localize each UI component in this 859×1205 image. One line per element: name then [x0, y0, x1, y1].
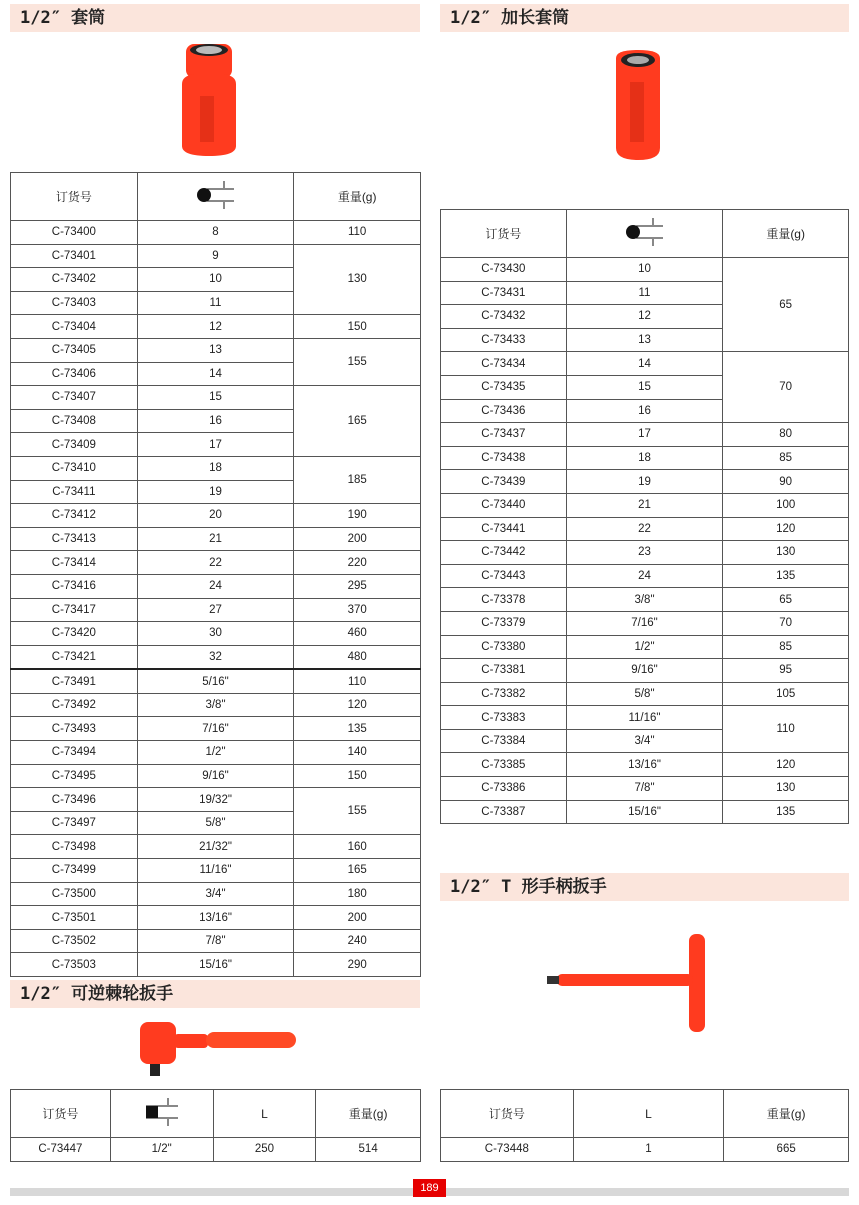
long-socket-image — [610, 48, 666, 166]
table-row — [11, 456, 421, 480]
size-cell: 22 — [566, 517, 723, 541]
header-weight: 重量(g) — [316, 1090, 421, 1138]
order-cell: C-73400 — [11, 221, 138, 245]
order-cell: C-73497 — [11, 811, 138, 835]
size-cell: 9 — [137, 244, 294, 268]
weight-cell: 120 — [294, 693, 421, 717]
size-cell: 15/16" — [566, 800, 723, 824]
page-number: 189 — [413, 1179, 446, 1197]
order-cell: C-73381 — [441, 659, 567, 683]
table-row — [11, 835, 421, 859]
size-cell: 11/16" — [137, 859, 294, 883]
size-cell: 16 — [566, 399, 723, 423]
table-row — [441, 541, 849, 565]
size-cell: 11/16" — [566, 706, 723, 730]
table-row — [11, 764, 421, 788]
order-cell: C-73500 — [11, 882, 138, 906]
order-cell: C-73496 — [11, 788, 138, 812]
size-cell: 7/8" — [137, 929, 294, 953]
order-cell: C-73383 — [441, 706, 567, 730]
header-order: 订货号 — [11, 173, 138, 221]
order-cell: C-73501 — [11, 906, 138, 930]
order-cell: C-73431 — [441, 281, 567, 305]
table-row — [11, 598, 421, 622]
table-row — [441, 635, 849, 659]
size-cell: 8 — [137, 221, 294, 245]
size-cell: 27 — [137, 598, 294, 622]
table-row — [11, 622, 421, 646]
table-row — [11, 551, 421, 575]
weight-cell: 130 — [723, 777, 849, 801]
table-row — [11, 929, 421, 953]
size-cell: 10 — [137, 268, 294, 292]
order-cell: C-73410 — [11, 456, 138, 480]
order-cell: C-73404 — [11, 315, 138, 339]
table-row — [11, 574, 421, 598]
order-cell: C-73412 — [11, 504, 138, 528]
header-order: 订货号 — [11, 1090, 111, 1138]
order-cell: C-73494 — [11, 741, 138, 765]
table-row — [11, 527, 421, 551]
order-cell: C-73386 — [441, 777, 567, 801]
size-cell: 23 — [566, 541, 723, 565]
order-cell: C-73403 — [11, 291, 138, 315]
size-cell: 21/32" — [137, 835, 294, 859]
table-row — [441, 423, 849, 447]
order-cell: C-73380 — [441, 635, 567, 659]
size-cell: 11 — [137, 291, 294, 315]
order-cell: C-73378 — [441, 588, 567, 612]
weight-cell: 95 — [723, 659, 849, 683]
size-cell: 12 — [566, 305, 723, 329]
t-handle-table — [440, 1089, 849, 1162]
size-cell: 10 — [566, 258, 723, 282]
table-row — [441, 611, 849, 635]
table-row — [11, 386, 421, 410]
order-cell: C-73421 — [11, 645, 138, 669]
order-cell: C-73443 — [441, 564, 567, 588]
size-cell: 1/2" — [566, 635, 723, 659]
order-cell: C-73411 — [11, 480, 138, 504]
table-row — [441, 706, 849, 730]
order-cell: C-73499 — [11, 859, 138, 883]
table-row — [441, 470, 849, 494]
size-cell: 7/8" — [566, 777, 723, 801]
header-order: 订货号 — [441, 1090, 574, 1138]
size-cell: 13/16" — [566, 753, 723, 777]
table-row — [441, 659, 849, 683]
size-cell: 18 — [137, 456, 294, 480]
table-row — [11, 693, 421, 717]
table-row — [441, 588, 849, 612]
size-cell: 9/16" — [137, 764, 294, 788]
table-row — [11, 244, 421, 268]
weight-cell: 480 — [294, 645, 421, 669]
table-row — [11, 906, 421, 930]
order-cell: C-73438 — [441, 446, 567, 470]
table-row — [441, 517, 849, 541]
weight-cell: 135 — [294, 717, 421, 741]
size-cell: 13 — [137, 338, 294, 362]
weight-cell: 190 — [294, 504, 421, 528]
size-cell: 20 — [137, 504, 294, 528]
size-cell: 21 — [137, 527, 294, 551]
weight-cell: 110 — [723, 706, 849, 753]
sockets-table — [10, 172, 421, 977]
order-cell: C-73384 — [441, 729, 567, 753]
order-cell: C-73379 — [441, 611, 567, 635]
size-cell: 17 — [566, 423, 723, 447]
order-cell: C-73408 — [11, 409, 138, 433]
order-cell: C-73414 — [11, 551, 138, 575]
weight-cell: 85 — [723, 635, 849, 659]
order-cell: C-73401 — [11, 244, 138, 268]
table-row — [11, 338, 421, 362]
size-cell: 7/16" — [566, 611, 723, 635]
table-row — [11, 669, 421, 693]
size-cell: 32 — [137, 645, 294, 669]
table-row — [11, 717, 421, 741]
table-row — [441, 682, 849, 706]
order-cell: C-73387 — [441, 800, 567, 824]
order-cell: C-73405 — [11, 338, 138, 362]
weight-cell: 665 — [724, 1138, 849, 1162]
size-cell: 12 — [137, 315, 294, 339]
order-cell: C-73402 — [11, 268, 138, 292]
square-drive-icon — [110, 1090, 213, 1138]
weight-cell: 165 — [294, 859, 421, 883]
size-cell: 19 — [137, 480, 294, 504]
size-cell: 19 — [566, 470, 723, 494]
size-cell: 11 — [566, 281, 723, 305]
table-row — [441, 1138, 849, 1162]
order-cell: C-73416 — [11, 574, 138, 598]
order-cell: C-73447 — [11, 1138, 111, 1162]
weight-cell: 130 — [294, 244, 421, 315]
weight-cell: 130 — [723, 541, 849, 565]
ratchet-image — [136, 1020, 300, 1080]
order-cell: C-73382 — [441, 682, 567, 706]
size-cell: 9/16" — [566, 659, 723, 683]
table-row — [441, 800, 849, 824]
weight-cell: 65 — [723, 588, 849, 612]
weight-cell: 70 — [723, 352, 849, 423]
table-row — [441, 777, 849, 801]
weight-cell: 290 — [294, 953, 421, 977]
table-row — [441, 564, 849, 588]
weight-cell: 370 — [294, 598, 421, 622]
order-cell: C-73491 — [11, 669, 138, 693]
weight-cell: 100 — [723, 493, 849, 517]
table-row — [441, 258, 849, 282]
size-cell: 14 — [566, 352, 723, 376]
order-cell: C-73492 — [11, 693, 138, 717]
table-row — [11, 1138, 421, 1162]
weight-cell: 150 — [294, 315, 421, 339]
order-cell: C-73420 — [11, 622, 138, 646]
order-cell: C-73433 — [441, 328, 567, 352]
section-title-t-handle: 1/2″ T 形手柄扳手 — [440, 873, 849, 901]
weight-cell: 90 — [723, 470, 849, 494]
size-cell: 3/8" — [566, 588, 723, 612]
order-cell: C-73413 — [11, 527, 138, 551]
long-sockets-table — [440, 209, 849, 824]
weight-cell: 220 — [294, 551, 421, 575]
table-row — [441, 493, 849, 517]
order-cell: C-73503 — [11, 953, 138, 977]
weight-cell: 180 — [294, 882, 421, 906]
order-cell: C-73502 — [11, 929, 138, 953]
order-cell: C-73495 — [11, 764, 138, 788]
weight-cell: 110 — [294, 221, 421, 245]
size-cell: 22 — [137, 551, 294, 575]
header-weight: 重量(g) — [724, 1090, 849, 1138]
order-cell: C-73417 — [11, 598, 138, 622]
order-cell: C-73493 — [11, 717, 138, 741]
weight-cell: 120 — [723, 517, 849, 541]
section-title-sockets: 1/2″ 套筒 — [10, 4, 420, 32]
order-cell: C-73442 — [441, 541, 567, 565]
section-title-ratchet: 1/2″ 可逆棘轮扳手 — [10, 980, 420, 1008]
size-cell: 18 — [566, 446, 723, 470]
header-length: L — [213, 1090, 316, 1138]
table-row — [441, 753, 849, 777]
length-cell: 250 — [213, 1138, 316, 1162]
order-cell: C-73406 — [11, 362, 138, 386]
size-cell: 13 — [566, 328, 723, 352]
size-cell: 13/16" — [137, 906, 294, 930]
order-cell: C-73385 — [441, 753, 567, 777]
table-row — [441, 446, 849, 470]
size-cell: 1/2" — [137, 741, 294, 765]
order-cell: C-73434 — [441, 352, 567, 376]
table-row — [441, 352, 849, 376]
size-cell: 5/8" — [566, 682, 723, 706]
order-cell: C-73439 — [441, 470, 567, 494]
table-row — [11, 221, 421, 245]
size-cell: 15 — [137, 386, 294, 410]
table-row — [11, 504, 421, 528]
weight-cell: 200 — [294, 906, 421, 930]
size-cell: 17 — [137, 433, 294, 457]
weight-cell: 240 — [294, 929, 421, 953]
weight-cell: 160 — [294, 835, 421, 859]
size-cell: 5/16" — [137, 669, 294, 693]
table-row — [11, 315, 421, 339]
size-cell: 24 — [137, 574, 294, 598]
order-cell: C-73441 — [441, 517, 567, 541]
header-weight: 重量(g) — [723, 210, 849, 258]
size-cell: 15 — [566, 375, 723, 399]
socket-image — [178, 40, 240, 162]
table-row — [11, 882, 421, 906]
header-order: 订货号 — [441, 210, 567, 258]
order-cell: C-73437 — [441, 423, 567, 447]
weight-cell: 105 — [723, 682, 849, 706]
weight-cell: 135 — [723, 800, 849, 824]
drive-cell: 1/2" — [110, 1138, 213, 1162]
size-cell: 14 — [137, 362, 294, 386]
size-cell: 3/4" — [137, 882, 294, 906]
table-row — [11, 953, 421, 977]
weight-cell: 165 — [294, 386, 421, 457]
order-cell: C-73498 — [11, 835, 138, 859]
weight-cell: 85 — [723, 446, 849, 470]
header-length: L — [573, 1090, 724, 1138]
weight-cell: 140 — [294, 741, 421, 765]
socket-size-icon — [566, 210, 723, 258]
size-cell: 24 — [566, 564, 723, 588]
order-cell: C-73407 — [11, 386, 138, 410]
size-cell: 7/16" — [137, 717, 294, 741]
table-row — [11, 859, 421, 883]
order-cell: C-73448 — [441, 1138, 574, 1162]
length-cell: 1 — [573, 1138, 724, 1162]
section-title-long-sockets: 1/2″ 加长套筒 — [440, 4, 849, 32]
table-row — [11, 741, 421, 765]
order-cell: C-73430 — [441, 258, 567, 282]
order-cell: C-73435 — [441, 375, 567, 399]
order-cell: C-73409 — [11, 433, 138, 457]
weight-cell: 80 — [723, 423, 849, 447]
size-cell: 3/4" — [566, 729, 723, 753]
size-cell: 5/8" — [137, 811, 294, 835]
table-row — [11, 645, 421, 669]
order-cell: C-73432 — [441, 305, 567, 329]
socket-size-icon — [137, 173, 294, 221]
order-cell: C-73436 — [441, 399, 567, 423]
table-row — [11, 788, 421, 812]
size-cell: 21 — [566, 493, 723, 517]
weight-cell: 65 — [723, 258, 849, 352]
weight-cell: 155 — [294, 338, 421, 385]
weight-cell: 135 — [723, 564, 849, 588]
size-cell: 30 — [137, 622, 294, 646]
weight-cell: 514 — [316, 1138, 421, 1162]
header-weight: 重量(g) — [294, 173, 421, 221]
weight-cell: 200 — [294, 527, 421, 551]
weight-cell: 150 — [294, 764, 421, 788]
size-cell: 3/8" — [137, 693, 294, 717]
size-cell: 19/32" — [137, 788, 294, 812]
t-handle-image — [545, 930, 715, 1038]
weight-cell: 460 — [294, 622, 421, 646]
size-cell: 16 — [137, 409, 294, 433]
weight-cell: 185 — [294, 456, 421, 503]
weight-cell: 110 — [294, 669, 421, 693]
size-cell: 15/16" — [137, 953, 294, 977]
order-cell: C-73440 — [441, 493, 567, 517]
weight-cell: 120 — [723, 753, 849, 777]
weight-cell: 155 — [294, 788, 421, 835]
ratchet-table — [10, 1089, 421, 1162]
weight-cell: 295 — [294, 574, 421, 598]
weight-cell: 70 — [723, 611, 849, 635]
